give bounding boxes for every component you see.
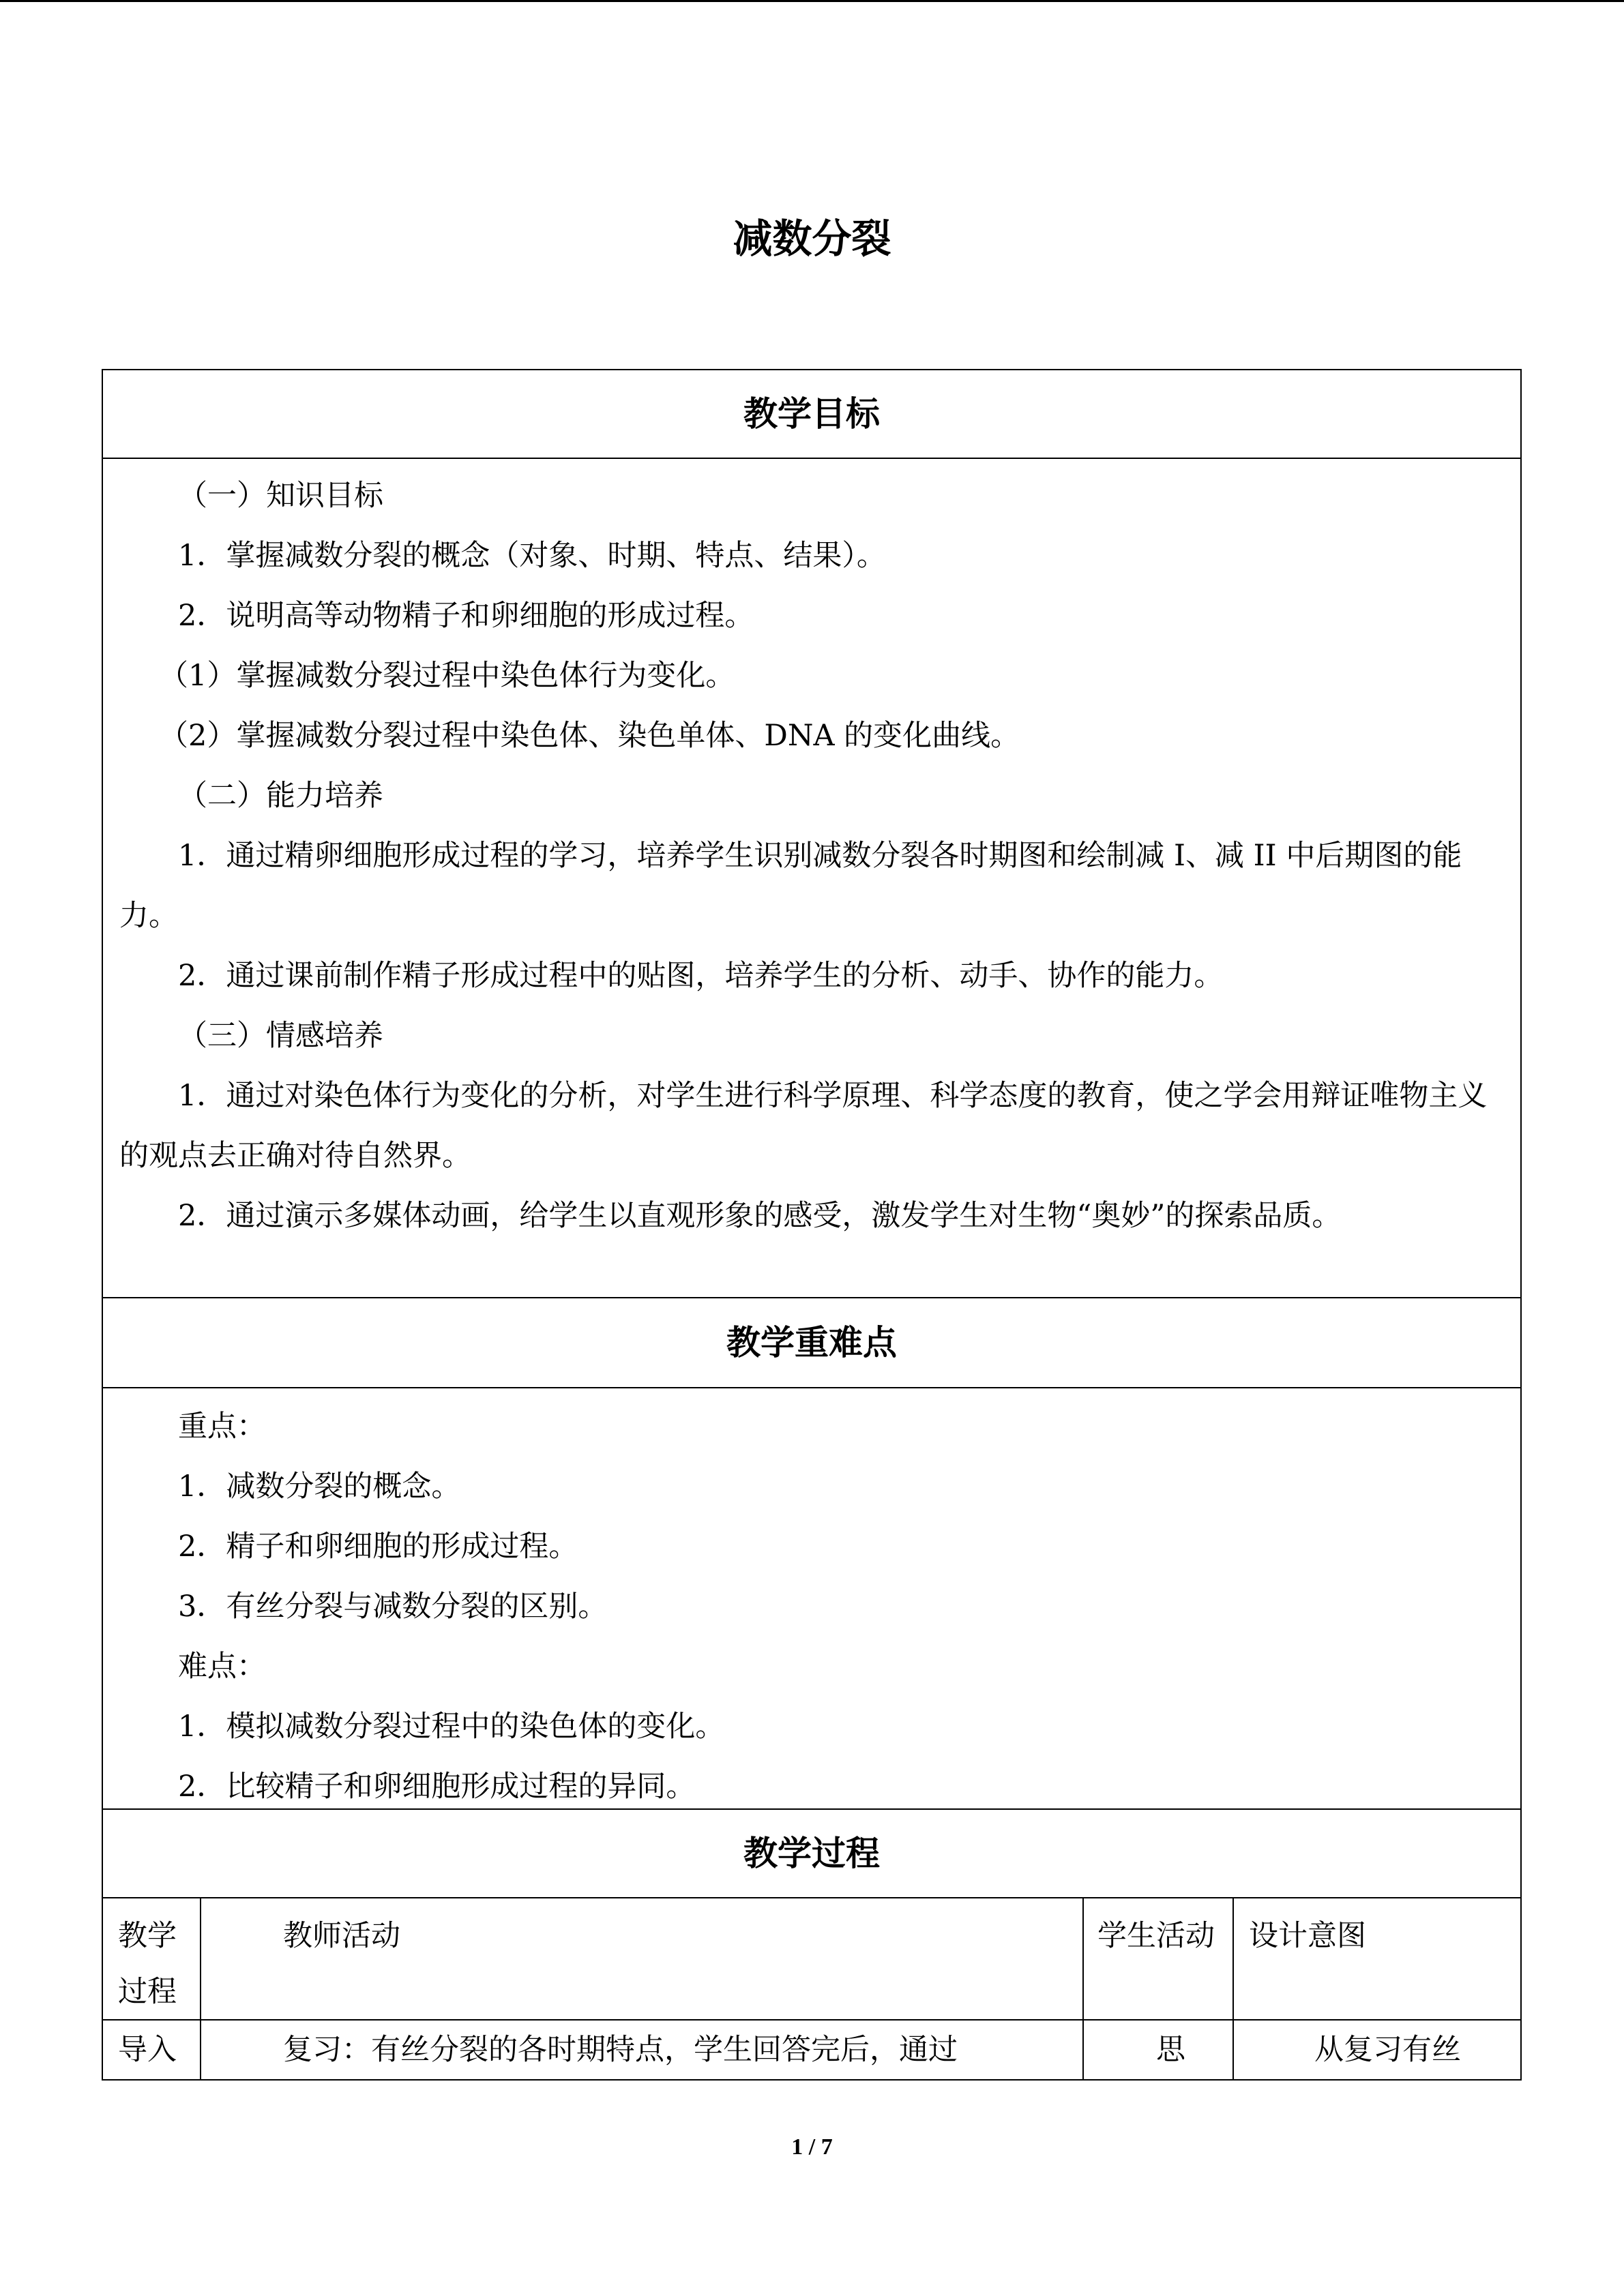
key-points-section (102, 1297, 1522, 1810)
column-divider (1232, 1897, 1234, 2081)
row-stage: 导入 (118, 2033, 177, 2067)
objectives-heading: 教学目标 (103, 370, 1520, 459)
key-point-line: 2．比较精子和卵细胞形成过程的异同。 (178, 1770, 696, 1804)
objectives-content (103, 459, 1520, 1246)
key-points-heading: 教学重难点 (103, 1298, 1520, 1388)
key-point-line: 难点： (178, 1650, 266, 1684)
objective-line: （一）知识目标 (178, 479, 383, 513)
key-point-line: 1．模拟减数分裂过程中的染色体的变化。 (178, 1710, 725, 1744)
row-teacher-activity: 复习：有丝分裂的各时期特点，学生回答完后，通过 (283, 2033, 958, 2067)
process-heading: 教学过程 (103, 1810, 1520, 1898)
objective-line: 1．通过对染色体行为变化的分析，对学生进行科学原理、科学态度的教育，使之学会用辩证唯物主义的观点去正确对待自然界。 (119, 1079, 1488, 1173)
objective-line: 2．通过演示多媒体动画，给学生以直观形象的感受，激发学生对生物“奥妙”的探索品质。 (178, 1199, 1342, 1233)
row-design-intent: 从复习有丝 (1314, 2033, 1461, 2067)
key-point-line: 3．有丝分裂与减数分裂的区别。 (178, 1590, 608, 1624)
objectives-section (102, 369, 1522, 1298)
column-divider (1082, 1897, 1084, 2081)
process-section (102, 1808, 1522, 2081)
objective-line: 1．掌握减数分裂的概念（对象、时期、特点、结果）。 (178, 539, 886, 573)
key-point-line: 重点： (178, 1410, 266, 1444)
objective-line: 2．通过课前制作精子形成过程中的贴图，培养学生的分析、动手、协作的能力。 (178, 959, 1224, 993)
key-point-line: 2．精子和卵细胞的形成过程。 (178, 1530, 578, 1564)
objective-line: （1）掌握减数分裂过程中染色体行为变化。 (159, 659, 735, 693)
column-divider (200, 1897, 201, 2081)
page-indicator: 1 / 7 (791, 2134, 833, 2160)
objective-line: （2）掌握减数分裂过程中染色体、染色单体、DNA 的变化曲线。 (159, 719, 1020, 753)
key-point-line: 1．减数分裂的概念。 (178, 1470, 461, 1504)
column-header-teacher: 教师活动 (283, 1919, 400, 1953)
key-points-content (103, 1388, 1520, 1817)
column-header-student: 学生活动 (1097, 1919, 1215, 1953)
document-title: 减数分裂 (733, 215, 891, 262)
objective-line: （二）能力培养 (178, 779, 383, 813)
objective-line: （三）情感培养 (178, 1019, 383, 1053)
column-header-stage: 教学过程 (118, 1919, 177, 2009)
column-header-intent: 设计意图 (1249, 1919, 1366, 1953)
row-student-activity: 思 (1156, 2033, 1185, 2067)
objective-line: 1．通过精卵细胞形成过程的学习，培养学生识别减数分裂各时期图和绘制减 I、减 II 中后期图的能力。 (119, 839, 1462, 933)
row-divider (103, 2019, 1520, 2021)
top-border-line (0, 0, 1624, 2)
objective-line: 2．说明高等动物精子和卵细胞的形成过程。 (178, 599, 754, 633)
